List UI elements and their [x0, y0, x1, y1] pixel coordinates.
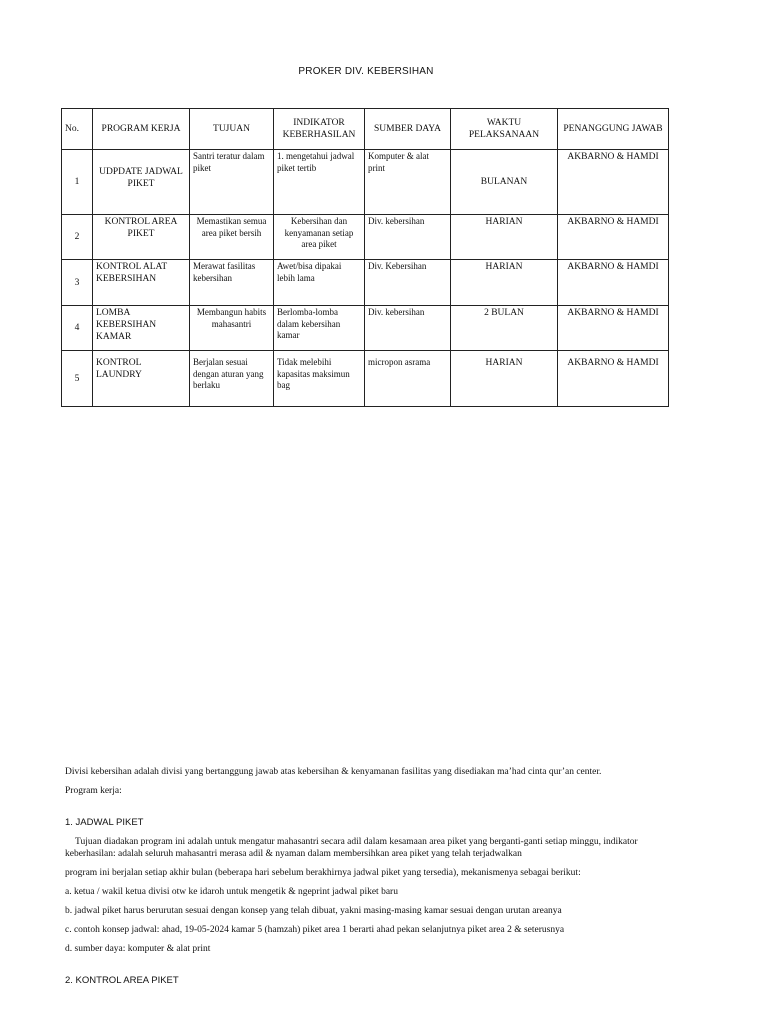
header-sumber-daya: SUMBER DAYA [365, 109, 451, 150]
cell-sumber: micropon asrama [365, 351, 451, 407]
header-penanggung-jawab: PENANGGUNG JAWAB [558, 109, 669, 150]
intro-paragraph: Divisi kebersihan adalah divisi yang bertanggung jawab atas kebersihan & kenyamanan fasilitas yang disediakan ma’had cinta qur’an center. [65, 767, 602, 777]
cell-no: 1 [62, 150, 93, 215]
cell-pj: AKBARNO & HAMDI [558, 215, 669, 260]
section-paragraph: program ini berjalan setiap akhir bulan (beberapa hari sebelum berakhirnya jadwal piket yang tersedia), mekanismenya sebagai berikut: [65, 868, 581, 878]
cell-tujuan: Berjalan sesuai dengan aturan yang berlaku [190, 351, 274, 407]
section-paragraph: Tujuan diadakan program ini adalah untuk mengatur mahasantri secara adil dalam kesamaan area piket yang berganti-ganti setiap minggu, indikator keberhasilan: adalah seluruh mahasantri merasa adil & nyaman dalam membersihkan area piket yang telah terjadwalkan [65, 837, 638, 859]
table-row [62, 351, 669, 407]
cell-sumber: Div. Kebersihan [365, 260, 451, 306]
cell-pj: AKBARNO & HAMDI [558, 306, 669, 351]
list-item: c. contoh konsep jadwal: ahad, 19-05-2024 kamar 5 (hamzah) piket area 1 berarti ahad pekan selanjutnya piket area 2 & seterusnya [65, 925, 565, 935]
table-header-row [62, 109, 669, 150]
cell-indikator: Tidak melebihi kapasitas maksimun bag [274, 351, 365, 407]
cell-sumber: Komputer & alat print [365, 150, 451, 215]
cell-program: KONTROL AREA PIKET [93, 215, 190, 260]
cell-waktu: BULANAN [451, 150, 558, 215]
cell-no: 2 [62, 215, 93, 260]
cell-tujuan: Memastikan semua area piket bersih [190, 215, 274, 260]
cell-program: LOMBA KEBERSIHAN KAMAR [93, 306, 190, 351]
header-indikator: INDIKATOR KEBERHASILAN [274, 109, 365, 150]
cell-indikator: 1. mengetahui jadwal piket tertib [274, 150, 365, 215]
list-item: b. jadwal piket harus berurutan sesuai dengan konsep yang telah dibuat, yakni masing-masing kamar sesuai dengan urutan areanya [65, 906, 562, 916]
cell-tujuan: Merawat fasilitas kebersihan [190, 260, 274, 306]
header-tujuan: TUJUAN [190, 109, 274, 150]
table-row [62, 215, 669, 260]
list-item: a. ketua / wakil ketua divisi otw ke idaroh untuk mengetik & ngeprint jadwal piket baru [65, 887, 398, 897]
cell-indikator: Berlomba-lomba dalam kebersihan kamar [274, 306, 365, 351]
section-heading-kontrol-area-piket: 2. KONTROL AREA PIKET [65, 975, 179, 986]
cell-no: 3 [62, 260, 93, 306]
table-row [62, 306, 669, 351]
cell-program: KONTROL LAUNDRY [93, 351, 190, 407]
program-label: Program kerja: [65, 786, 122, 796]
header-waktu: WAKTU PELAKSANAAN [451, 109, 558, 150]
proker-table [61, 108, 669, 407]
list-item: d. sumber daya: komputer & alat print [65, 944, 211, 954]
cell-pj: AKBARNO & HAMDI [558, 351, 669, 407]
cell-no: 4 [62, 306, 93, 351]
cell-pj: AKBARNO & HAMDI [558, 260, 669, 306]
cell-tujuan: Santri teratur dalam piket [190, 150, 274, 215]
table-row [62, 150, 669, 215]
cell-pj: AKBARNO & HAMDI [558, 150, 669, 215]
section-heading-jadwal-piket: 1. JADWAL PIKET [65, 817, 144, 828]
document-title: PROKER DIV. KEBERSIHAN [298, 66, 434, 77]
cell-waktu: HARIAN [451, 351, 558, 407]
cell-indikator: Kebersihan dan kenyamanan setiap area piket [274, 215, 365, 260]
cell-program: KONTROL ALAT KEBERSIHAN [93, 260, 190, 306]
cell-waktu: HARIAN [451, 260, 558, 306]
cell-indikator: Awet/bisa dipakai lebih lama [274, 260, 365, 306]
cell-no: 5 [62, 351, 93, 407]
table-row [62, 260, 669, 306]
cell-program: UDPDATE JADWAL PIKET [93, 150, 190, 215]
document-body [65, 766, 685, 994]
cell-sumber: Div. kebersihan [365, 306, 451, 351]
header-no: No. [62, 109, 93, 150]
cell-waktu: 2 BULAN [451, 306, 558, 351]
cell-waktu: HARIAN [451, 215, 558, 260]
cell-sumber: Div. kebersihan [365, 215, 451, 260]
header-program-kerja: PROGRAM KERJA [93, 109, 190, 150]
cell-tujuan: Membangun habits mahasantri [190, 306, 274, 351]
